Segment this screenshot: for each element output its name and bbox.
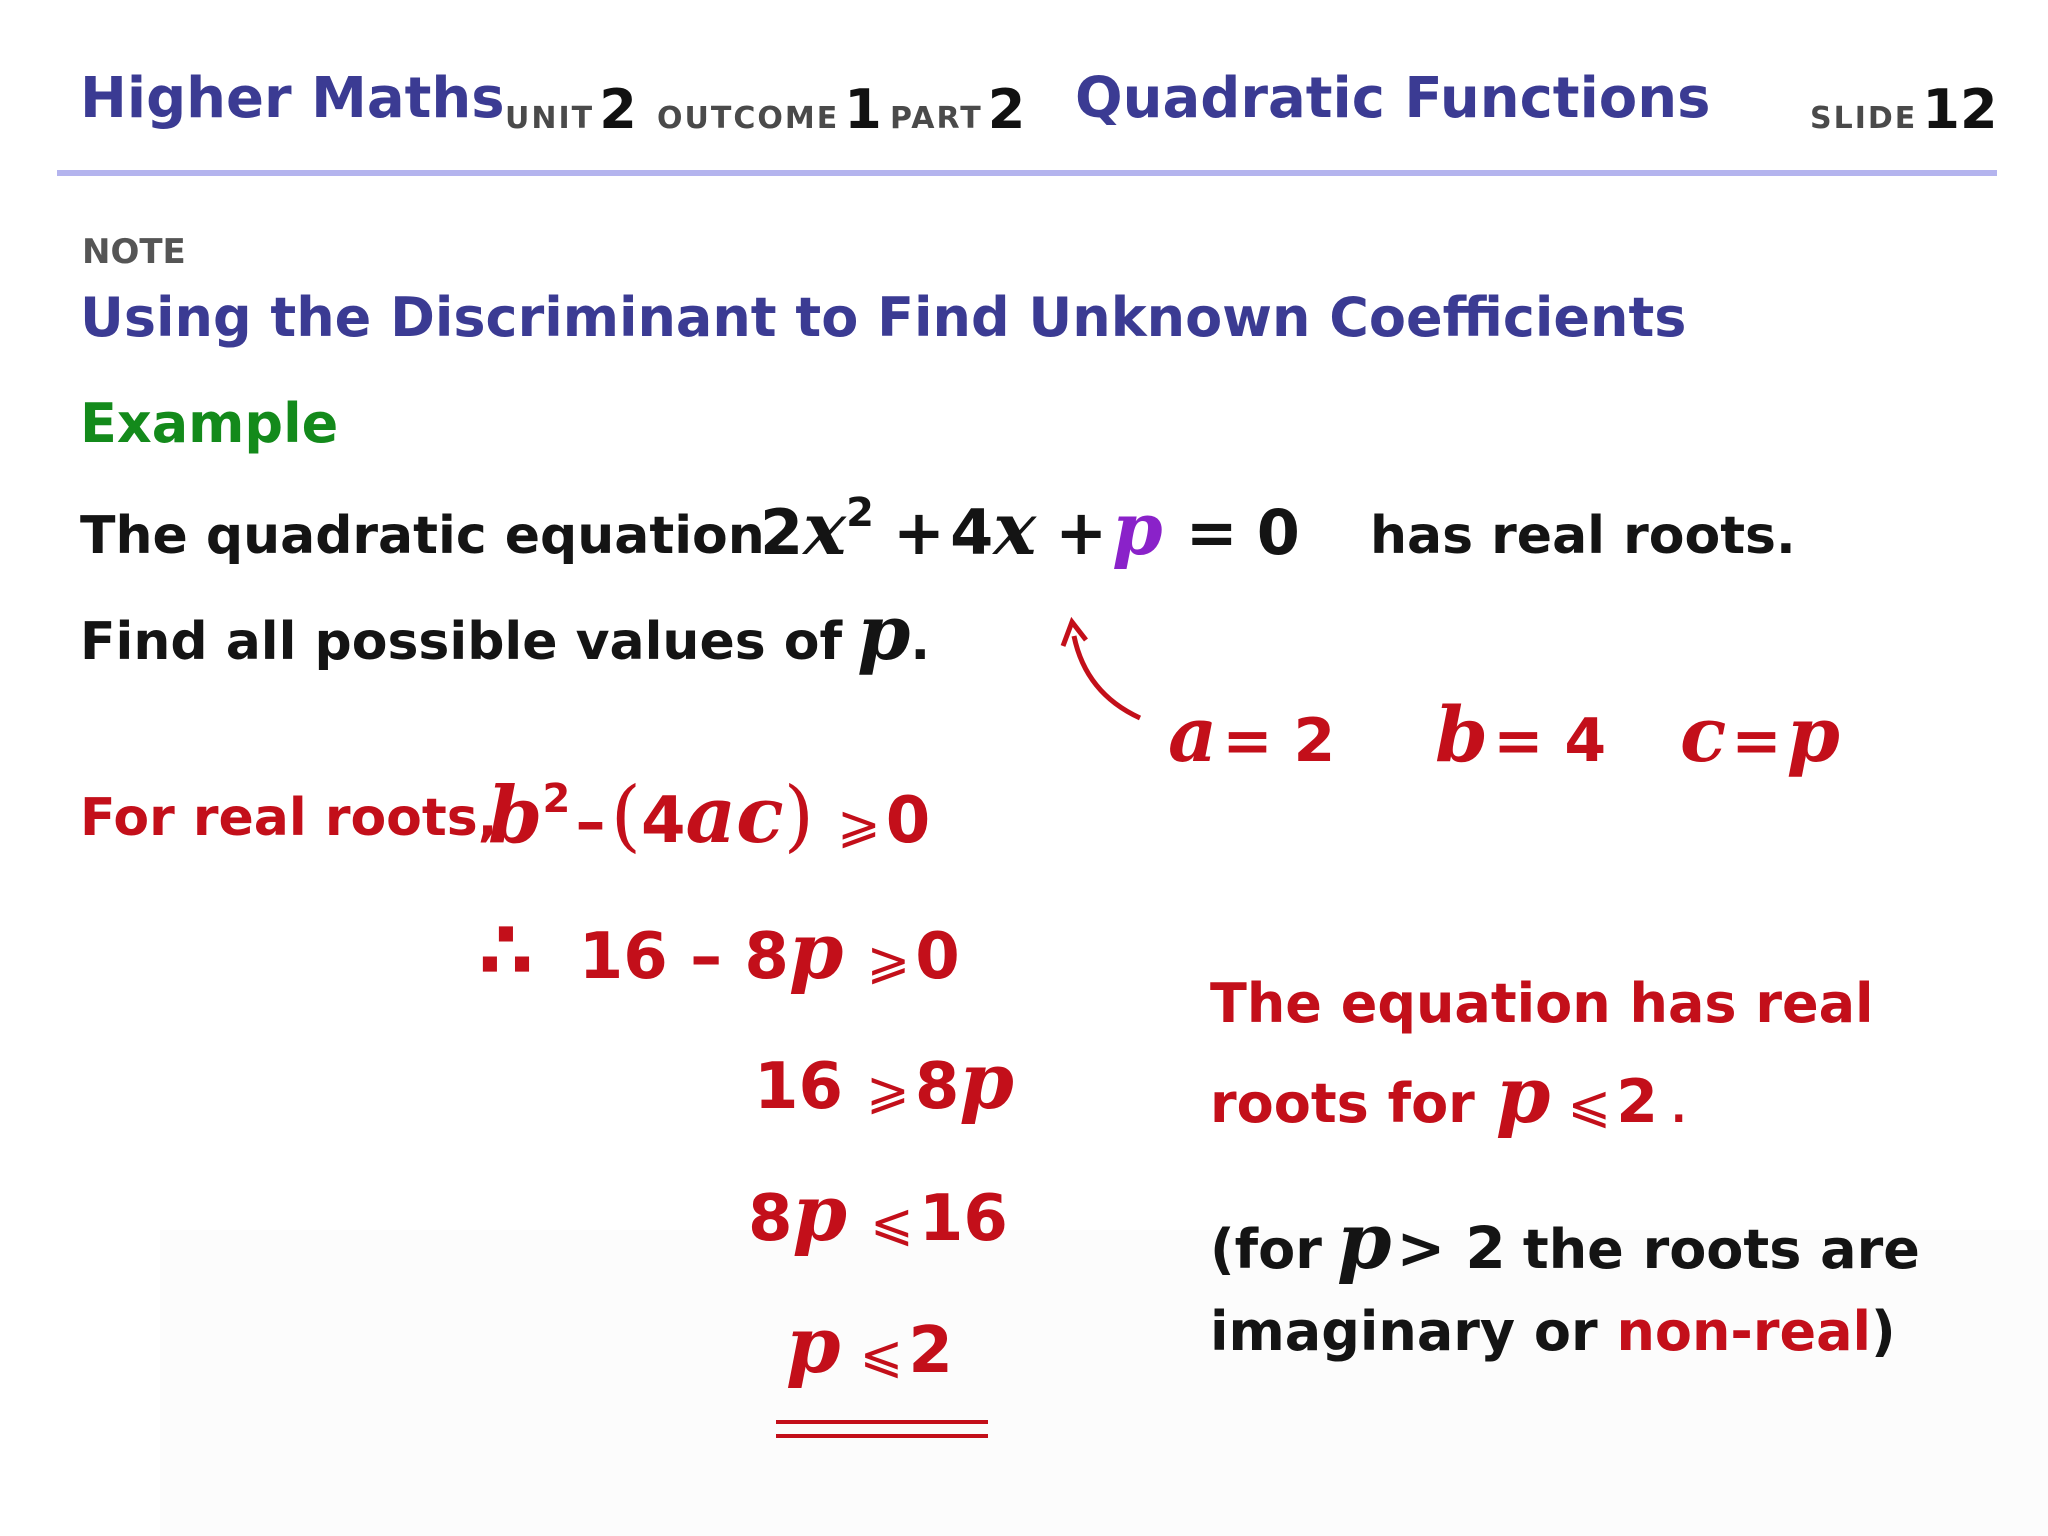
problem-line2-var: p xyxy=(857,588,911,677)
note-gt: > 2 xyxy=(1396,1214,1506,1282)
disc-zero: 0 xyxy=(885,784,931,858)
disc-exponent: 2 xyxy=(542,776,571,822)
therefore-symbol: ∴ xyxy=(478,904,534,997)
note-nonreal: non-real xyxy=(1616,1300,1872,1363)
slide-indicator xyxy=(1810,78,1998,141)
section-heading: Using the Discriminant to Find Unknown Coefficients xyxy=(80,286,1687,349)
conclusion-leq: ⩽ xyxy=(1567,1075,1612,1135)
answer-underline-bottom xyxy=(776,1434,988,1438)
step1-p: p xyxy=(788,906,844,997)
eq-x1: x xyxy=(803,486,847,571)
eq-exponent: 2 xyxy=(846,490,874,536)
note-rest: the roots are xyxy=(1522,1218,1920,1281)
coef-a-value: = 2 xyxy=(1222,706,1336,776)
conclusion-period: . xyxy=(1671,1086,1687,1132)
conclusion-note-line2 xyxy=(1210,1300,1896,1363)
outcome-number: 1 xyxy=(844,78,882,141)
part-indicator xyxy=(890,78,1025,141)
header-divider xyxy=(57,170,1997,176)
step-3 xyxy=(748,1168,1008,1259)
disc-open-paren: ( xyxy=(610,771,642,861)
conclusion-line1: The equation has real xyxy=(1210,972,1874,1035)
coef-c-var: c xyxy=(1680,690,1727,779)
step2-left: 16 xyxy=(754,1050,844,1124)
slide-label: SLIDE xyxy=(1810,101,1918,136)
note-label: NOTE xyxy=(82,232,186,272)
note-var: p xyxy=(1337,1196,1392,1287)
step2-geq: ⩾ xyxy=(866,1061,910,1121)
eq-p: p xyxy=(1112,486,1163,571)
step1-left: 16 – 8 xyxy=(578,920,789,994)
disc-minus: – xyxy=(575,787,606,857)
note-line2-prefix: imaginary or xyxy=(1210,1300,1598,1363)
problem-line2 xyxy=(80,588,930,677)
course-title: Higher Maths xyxy=(80,66,505,131)
conclusion-var: p xyxy=(1495,1050,1551,1141)
step3-p: p xyxy=(792,1168,848,1259)
final-answer xyxy=(786,1300,953,1391)
problem-line2-prefix: Find all possible values of xyxy=(80,612,843,672)
coef-b-var: b xyxy=(1435,690,1489,779)
final-p: p xyxy=(786,1300,841,1391)
example-label: Example xyxy=(80,392,339,455)
eq-coef2: 4 xyxy=(950,496,994,569)
disc-four: 4 xyxy=(641,784,686,858)
part-label: PART xyxy=(890,101,983,136)
coef-c-eq: = xyxy=(1731,706,1782,776)
outcome-label: OUTCOME xyxy=(657,101,840,136)
discriminant-condition xyxy=(488,770,930,861)
final-leq: ⩽ xyxy=(859,1325,904,1385)
unit-number: 2 xyxy=(599,78,637,141)
outcome-indicator xyxy=(657,78,882,141)
coef-b-value: = 4 xyxy=(1493,706,1607,776)
step-1 xyxy=(478,904,960,997)
note-close: ) xyxy=(1871,1300,1896,1363)
step1-geq: ⩾ xyxy=(866,931,911,991)
step3-left: 8 xyxy=(748,1182,793,1256)
slide-number: 12 xyxy=(1922,78,1998,141)
disc-geq: ⩾ xyxy=(837,795,881,855)
topic-title: Quadratic Functions xyxy=(1075,66,1711,131)
coefficient-a xyxy=(1168,690,1335,779)
step1-zero: 0 xyxy=(915,920,960,994)
quadratic-equation xyxy=(760,486,1300,571)
note-open: (for xyxy=(1210,1218,1322,1281)
eq-x2: x xyxy=(993,486,1037,571)
conclusion-line2-prefix: roots for xyxy=(1210,1072,1475,1135)
problem-line1-prefix: The quadratic equation xyxy=(80,506,765,566)
condition-label: For real roots, xyxy=(80,788,498,848)
unit-label: UNIT xyxy=(505,101,595,136)
step-2 xyxy=(754,1036,1014,1127)
pointer-arrow-icon xyxy=(1060,620,1150,730)
coefficient-b xyxy=(1435,690,1606,779)
disc-close-paren: ) xyxy=(783,771,815,861)
eq-plus1: + xyxy=(893,496,945,569)
disc-b: b xyxy=(488,770,543,861)
coef-c-value: p xyxy=(1786,690,1840,779)
eq-equals: = xyxy=(1185,496,1238,569)
disc-ac: ac xyxy=(685,770,784,861)
step2-right: 8 xyxy=(914,1050,960,1124)
conclusion-note-line1 xyxy=(1210,1196,1920,1287)
problem-line2-period: . xyxy=(910,612,931,672)
step2-p: p xyxy=(959,1036,1014,1127)
eq-plus2: + xyxy=(1055,496,1108,569)
answer-underline-top xyxy=(776,1420,988,1424)
part-number: 2 xyxy=(987,78,1026,141)
coef-a-var: a xyxy=(1168,690,1218,779)
coefficient-c xyxy=(1680,690,1840,779)
conclusion-value: 2 xyxy=(1616,1067,1658,1137)
step3-leq: ⩽ xyxy=(870,1193,914,1253)
final-right: 2 xyxy=(908,1314,953,1388)
eq-coef1: 2 xyxy=(760,496,804,569)
unit-indicator xyxy=(505,78,637,141)
eq-zero: 0 xyxy=(1256,496,1300,569)
conclusion-line2 xyxy=(1210,1050,1686,1141)
problem-line1-suffix: has real roots. xyxy=(1370,506,1796,566)
step3-right: 16 xyxy=(918,1182,1008,1256)
